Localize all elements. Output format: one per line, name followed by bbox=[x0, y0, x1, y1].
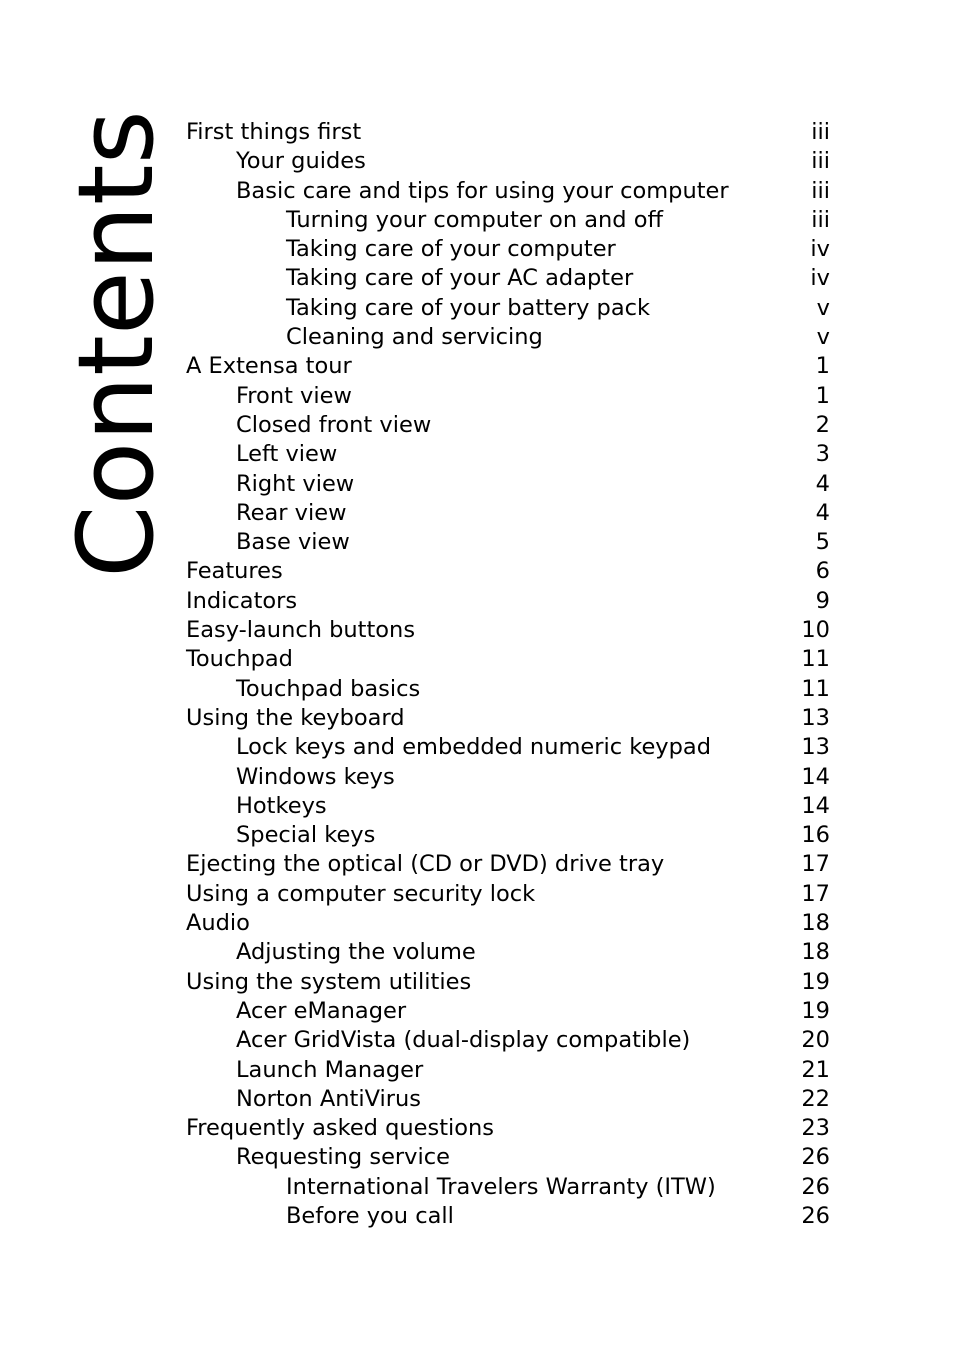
toc-entry-label: Rear view bbox=[236, 499, 347, 526]
toc-entry-page-number: 17 bbox=[801, 851, 830, 878]
toc-entry bbox=[186, 1085, 830, 1114]
toc-entry-page-number: 17 bbox=[801, 880, 830, 907]
toc-entry-page-number: 11 bbox=[801, 646, 830, 673]
toc-entry bbox=[186, 968, 830, 997]
toc-entry bbox=[186, 1173, 830, 1202]
toc-entry bbox=[186, 440, 830, 469]
toc-entry-label: Adjusting the volume bbox=[236, 939, 476, 966]
toc-entry-page-number: 11 bbox=[801, 675, 830, 702]
toc-entry-page-number: 1 bbox=[815, 382, 830, 409]
toc-entry-label: Touchpad bbox=[186, 646, 293, 673]
toc-entry-page-number: 26 bbox=[801, 1202, 830, 1229]
toc-entry bbox=[186, 528, 830, 557]
toc-entry-page-number: 9 bbox=[815, 587, 830, 614]
toc-entry bbox=[186, 675, 830, 704]
toc-entry-page-number: 10 bbox=[801, 617, 830, 644]
toc-entry-label: Audio bbox=[186, 910, 250, 937]
toc-entry-label: Indicators bbox=[186, 587, 298, 614]
toc-entry-label: Special keys bbox=[236, 822, 376, 849]
toc-entry bbox=[186, 850, 830, 879]
toc-entry bbox=[186, 411, 830, 440]
toc-entry-label: Launch Manager bbox=[236, 1056, 424, 1083]
toc-entry-label: Features bbox=[186, 558, 283, 585]
toc-entry-page-number: 13 bbox=[801, 734, 830, 761]
toc-entry bbox=[186, 1202, 830, 1231]
toc-entry bbox=[186, 235, 830, 264]
toc-entry bbox=[186, 470, 830, 499]
toc-entry-page-number: 20 bbox=[801, 1027, 830, 1054]
toc-entry-page-number: 6 bbox=[815, 558, 830, 585]
toc-entry-page-number: 18 bbox=[801, 939, 830, 966]
toc-entry-label: Taking care of your computer bbox=[286, 236, 616, 263]
toc-entry-label: International Travelers Warranty (ITW) bbox=[286, 1173, 716, 1200]
toc-entry bbox=[186, 557, 830, 586]
toc-entry-label: Requesting service bbox=[236, 1144, 450, 1171]
toc-entry-label: Before you call bbox=[286, 1202, 454, 1229]
toc-entry-page-number: iii bbox=[811, 206, 830, 233]
toc-entry-page-number: iii bbox=[811, 177, 830, 204]
toc-entry bbox=[186, 1056, 830, 1085]
toc-entry bbox=[186, 616, 830, 645]
toc-entry-page-number: 21 bbox=[801, 1056, 830, 1083]
toc-entry bbox=[186, 997, 830, 1026]
toc-entry-label: Front view bbox=[236, 382, 352, 409]
toc-entry-page-number: iv bbox=[810, 265, 830, 292]
toc-entry-label: Taking care of your battery pack bbox=[286, 294, 651, 321]
toc-entry-page-number: 19 bbox=[801, 968, 830, 995]
toc-entry-page-number: 13 bbox=[801, 704, 830, 731]
toc-entry bbox=[186, 733, 830, 762]
toc-entry bbox=[186, 118, 830, 147]
toc-entry bbox=[186, 880, 830, 909]
toc-entry bbox=[186, 645, 830, 674]
toc-entry-label: Base view bbox=[236, 529, 350, 556]
toc-entry-page-number: 4 bbox=[815, 470, 830, 497]
toc-entry-page-number: 16 bbox=[801, 822, 830, 849]
toc-entry bbox=[186, 1143, 830, 1172]
toc-entry-label: A Extensa tour bbox=[186, 353, 352, 380]
toc-entry-label: Lock keys and embedded numeric keypad bbox=[236, 734, 711, 761]
toc-entry-label: Windows keys bbox=[236, 763, 395, 790]
toc-entry-page-number: 1 bbox=[815, 353, 830, 380]
toc-entry-page-number: v bbox=[816, 294, 830, 321]
toc-entry bbox=[186, 177, 830, 206]
toc-entry-page-number: 3 bbox=[815, 441, 830, 468]
toc-entry-page-number: iv bbox=[810, 236, 830, 263]
toc-entry-page-number: v bbox=[816, 324, 830, 351]
toc-entry-page-number: 5 bbox=[815, 529, 830, 556]
toc-entry-label: Touchpad basics bbox=[236, 675, 421, 702]
toc-entry-page-number: 4 bbox=[815, 499, 830, 526]
toc-entry-page-number: 26 bbox=[801, 1144, 830, 1171]
toc-entry bbox=[186, 587, 830, 616]
toc-entry-page-number: 18 bbox=[801, 910, 830, 937]
toc-entry bbox=[186, 323, 830, 352]
toc-entry-label: Your guides bbox=[236, 148, 366, 175]
toc-entry-label: Right view bbox=[236, 470, 355, 497]
toc-entry bbox=[186, 938, 830, 967]
toc-entry-label: Closed front view bbox=[236, 411, 432, 438]
toc-entry bbox=[186, 821, 830, 850]
toc-entry-label: Acer eManager bbox=[236, 997, 407, 1024]
toc-entry-label: Ejecting the optical (CD or DVD) drive tray bbox=[186, 851, 665, 878]
toc-entry-page-number: 14 bbox=[801, 792, 830, 819]
toc-entry bbox=[186, 1026, 830, 1055]
toc-entry bbox=[186, 294, 830, 323]
toc-entry-label: Left view bbox=[236, 441, 338, 468]
toc-entry-page-number: 2 bbox=[815, 411, 830, 438]
toc-entry-label: Frequently asked questions bbox=[186, 1115, 495, 1142]
toc-entry-page-number: 23 bbox=[801, 1115, 830, 1142]
toc-entry-label: Norton AntiVirus bbox=[236, 1085, 421, 1112]
toc-entry-page-number: 26 bbox=[801, 1173, 830, 1200]
page-title-text: Contents bbox=[55, 110, 177, 578]
toc-entry bbox=[186, 909, 830, 938]
toc-entry-label: Basic care and tips for using your computer bbox=[236, 177, 729, 204]
toc-entry-label: Acer GridVista (dual-display compatible) bbox=[236, 1027, 691, 1054]
toc-entry bbox=[186, 792, 830, 821]
toc-entry bbox=[186, 704, 830, 733]
toc-entry bbox=[186, 206, 830, 235]
toc-entry bbox=[186, 147, 830, 176]
toc-entry-page-number: iii bbox=[811, 119, 830, 145]
toc-entry bbox=[186, 1114, 830, 1143]
toc-entry bbox=[186, 264, 830, 293]
page-title bbox=[55, 110, 177, 578]
toc-entry-label: Taking care of your AC adapter bbox=[286, 265, 634, 292]
toc-entry-label: Using the keyboard bbox=[186, 704, 405, 731]
table-of-contents bbox=[186, 118, 830, 1231]
toc-entry-label: Easy-launch buttons bbox=[186, 617, 416, 644]
toc-entry bbox=[186, 352, 830, 381]
toc-entry bbox=[186, 499, 830, 528]
toc-entry-label: Using the system utilities bbox=[186, 968, 472, 995]
toc-entry-page-number: 14 bbox=[801, 763, 830, 790]
toc-entry-page-number: 22 bbox=[801, 1085, 830, 1112]
toc-entry-label: Cleaning and servicing bbox=[286, 324, 543, 351]
toc-entry-page-number: iii bbox=[811, 148, 830, 175]
toc-entry-page-number: 19 bbox=[801, 997, 830, 1024]
toc-entry-label: Turning your computer on and off bbox=[286, 206, 663, 233]
toc-entry-label: Hotkeys bbox=[236, 792, 327, 819]
toc-entry-label: Using a computer security lock bbox=[186, 880, 536, 907]
toc-entry bbox=[186, 382, 830, 411]
toc-entry-label: First things first bbox=[186, 119, 362, 145]
toc-entry bbox=[186, 763, 830, 792]
